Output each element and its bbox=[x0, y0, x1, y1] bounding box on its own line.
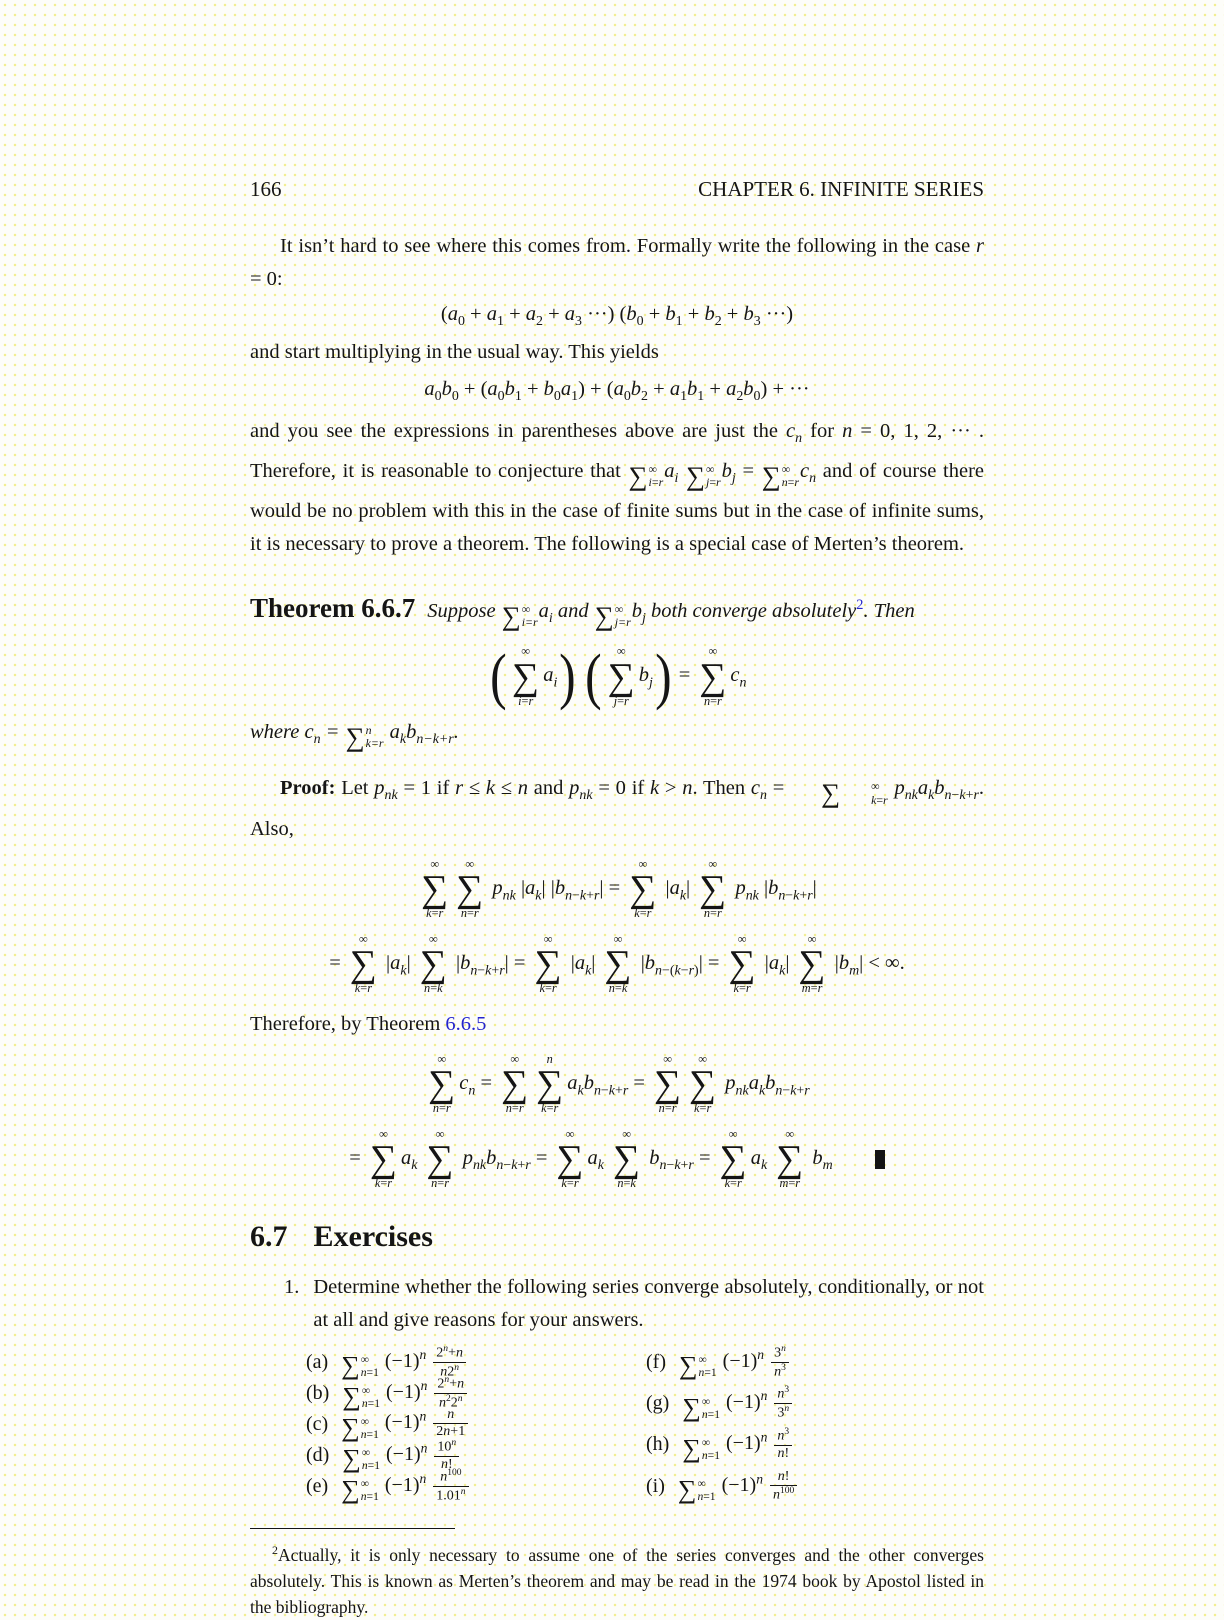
footnote-text: $^2$Actually, it is only necessary to assume one of the series converges and the other converges absolutely. This is known as Merten’s theorem and may be read in the 1974 book by Apostol listed in the bibliography. bbox=[250, 1542, 984, 1617]
exercise-label: (b) bbox=[306, 1381, 330, 1404]
display-rearrange-2 bbox=[250, 1128, 984, 1191]
display-rearrange-1: ∞ ∑ n=r $c_n$ = ∞ ∑ n=r n ∑ k=r $a_kb_{n-k+r}$ = ∞ ∑ n=r ∞ ∑ k=r $p_{nk}a_kb_{n-k+r}$ bbox=[428, 1051, 810, 1116]
exercise-label: (c) bbox=[306, 1412, 329, 1435]
exercise-math: ∑ ∞ n=1 $(-1)^n$ $\frac{n}{2n+1}$ bbox=[340, 1407, 470, 1441]
chapter-header: CHAPTER 6. INFINITE SERIES bbox=[698, 177, 984, 201]
exercise-label: (d) bbox=[306, 1443, 330, 1466]
paragraph-conjecture: and you see the expressions in parentheses above are just the $c_n$ for n = 0, 1, 2, ··· . Therefore, it is reasonable to conjecture that ∑ ∞ i=r $a_i$ ∑ ∞ j=r $b_j$ = ∑ ∞ n=r $c_n$ and of course there would be no problem with this in the case of finite sums but in the case of infinite sums, it is necessary to prove a theorem. The following is a special case of Merten’s theorem. bbox=[250, 420, 985, 556]
exercise-column-left bbox=[306, 1343, 646, 1505]
exercise-column-right bbox=[646, 1343, 799, 1505]
rearrange-2-math: = ∞ ∑ k=r $a_k$ ∞ ∑ n=r $p_{nk}b_{n-k+r}$ = ∞ ∑ k=r $a_k$ ∞ ∑ n=k $b_{n-k+r}$ = ∞ ∑ k=r $a_k$ ∞ ∑ m=r $b_m$ bbox=[349, 1126, 833, 1191]
exercise-label: (i) bbox=[646, 1474, 665, 1497]
footnote-rule bbox=[250, 1528, 455, 1529]
proof-text: Let $p_{nk} = 1$ if r ≤ k ≤ n and $p_{nk} = 0$ if k > n. Then $c_n$ = ∑ ∞ k=r $p_{nk}a_kb_{n-k+r}$. Also, bbox=[250, 777, 985, 840]
exercise-item-f bbox=[646, 1343, 799, 1381]
exercise-math: ∑ ∞ n=1 $(-1)^n$ $\frac{n!}{n^{100}}$ bbox=[677, 1469, 799, 1504]
theorem-667 bbox=[250, 585, 984, 639]
theorem-statement-end: . Then bbox=[863, 600, 915, 623]
display-cauchy-expansion: $a_0b_0 + (a_0b_1 + b_0a_1) + (a_0b_2 + a_1b_1 + a_2b_0)$ + ··· bbox=[424, 378, 810, 405]
exercise-item-d bbox=[306, 1437, 646, 1474]
section-title: Exercises bbox=[313, 1219, 433, 1253]
exercise-item-b bbox=[306, 1374, 646, 1412]
display-series-product: ($a_0 + a_1 + a_2 + a_3$ ···) ($b_0 + b_1 + b_2 + b_3$ ···) bbox=[440, 303, 794, 330]
theorem-title: Theorem 6.6.7 bbox=[250, 593, 416, 624]
exercise-grid bbox=[250, 1343, 984, 1505]
footnote-block bbox=[250, 1528, 984, 1620]
theorem-665-link[interactable]: 6.6.5 bbox=[445, 1012, 487, 1035]
page-number: 166 bbox=[250, 177, 282, 201]
theorem-where-clause: where $c_n$ = ∑ n k=r $a_kb_{n-k+r}$. bbox=[250, 721, 459, 753]
exercise-math: ∑ ∞ n=1 $(-1)^n$ $\frac{2^n+n}{n^22^n}$ bbox=[341, 1375, 469, 1412]
exercise-item-g bbox=[646, 1385, 799, 1422]
exercise-1 bbox=[250, 1271, 984, 1337]
paragraph-multiplying: and start multiplying in the usual way. This yields bbox=[250, 341, 659, 364]
footnote-ref-2-link[interactable]: 2 bbox=[856, 597, 864, 614]
page-header bbox=[250, 176, 984, 202]
exercise-label: (a) bbox=[306, 1350, 329, 1373]
exercise-math: ∑ ∞ n=1 $(-1)^n$ $\frac{n^{100}}{1.01^n}$ bbox=[340, 1468, 470, 1505]
exercise-1-number: 1. bbox=[284, 1275, 300, 1298]
paragraph-intro: It isn’t hard to see where this comes from. Formally write the following in the case r = 0: bbox=[250, 235, 984, 290]
exercise-label: (h) bbox=[646, 1433, 670, 1456]
qed-box bbox=[875, 1150, 885, 1169]
display-absolute-sums-2: = ∞ ∑ k=r $|a_k|$ ∞ ∑ n=k $|b_{n-k+r}|$ = ∞ ∑ k=r $|a_k|$ ∞ ∑ n=k $|b_{n-(k-r)}|$ = ∞ ∑ k=r $|a_k|$ ∞ ∑ m=r $|b_m|$ < ∞. bbox=[329, 931, 905, 996]
exercise-item-c bbox=[306, 1407, 646, 1443]
exercise-math: ∑ ∞ n=1 $(-1)^n$ $\frac{n^3}{3^n}$ bbox=[681, 1385, 794, 1422]
proof-paragraph bbox=[250, 772, 984, 845]
exercise-1-text: Determine whether the following series converge absolutely, conditionally, or not at all and give reasons for your answers. bbox=[313, 1275, 984, 1331]
exercise-item-e bbox=[306, 1467, 646, 1505]
exercise-item-h bbox=[646, 1427, 799, 1464]
paragraph-therefore bbox=[250, 1008, 984, 1041]
exercise-label: (g) bbox=[646, 1392, 670, 1415]
display-theorem-equation: ( ∞ ∑ i=r $a_i$) ( ∞ ∑ j=r $b_j$) = ∞ ∑ n=r $c_n$ bbox=[489, 642, 747, 711]
theorem-statement: Suppose ∑ ∞ i=r $a_i$ and ∑ ∞ j=r $b_j$ both converge absolutely bbox=[427, 600, 857, 631]
section-number: 6.7 bbox=[250, 1219, 288, 1253]
exercise-math: ∑ ∞ n=1 $(-1)^n$ $\frac{10^n}{n!}$ bbox=[341, 1438, 461, 1473]
exercise-math: ∑ ∞ n=1 $(-1)^n$ $\frac{2^n+n}{n2^n}$ bbox=[340, 1344, 468, 1381]
exercise-math: ∑ ∞ n=1 $(-1)^n$ $\frac{n^3}{n!}$ bbox=[681, 1427, 794, 1462]
exercise-item-a bbox=[306, 1343, 646, 1381]
section-heading bbox=[250, 1219, 984, 1255]
therefore-text: Therefore, by Theorem bbox=[250, 1012, 441, 1035]
exercise-item-i bbox=[646, 1468, 799, 1505]
exercise-math: ∑ ∞ n=1 $(-1)^n$ $\frac{3^n}{n^3}$ bbox=[678, 1344, 791, 1381]
exercise-label: (f) bbox=[646, 1350, 666, 1373]
proof-label: Proof: bbox=[280, 777, 336, 800]
display-absolute-sums-1: ∞ ∑ k=r ∞ ∑ n=r $p_{nk}$ $|a_k|$ $|b_{n-k+r}|$ = ∞ ∑ k=r $|a_k|$ ∞ ∑ n=r $p_{nk}$ $|b_{n-k+r}|$ bbox=[421, 856, 817, 921]
exercise-label: (e) bbox=[306, 1474, 329, 1497]
